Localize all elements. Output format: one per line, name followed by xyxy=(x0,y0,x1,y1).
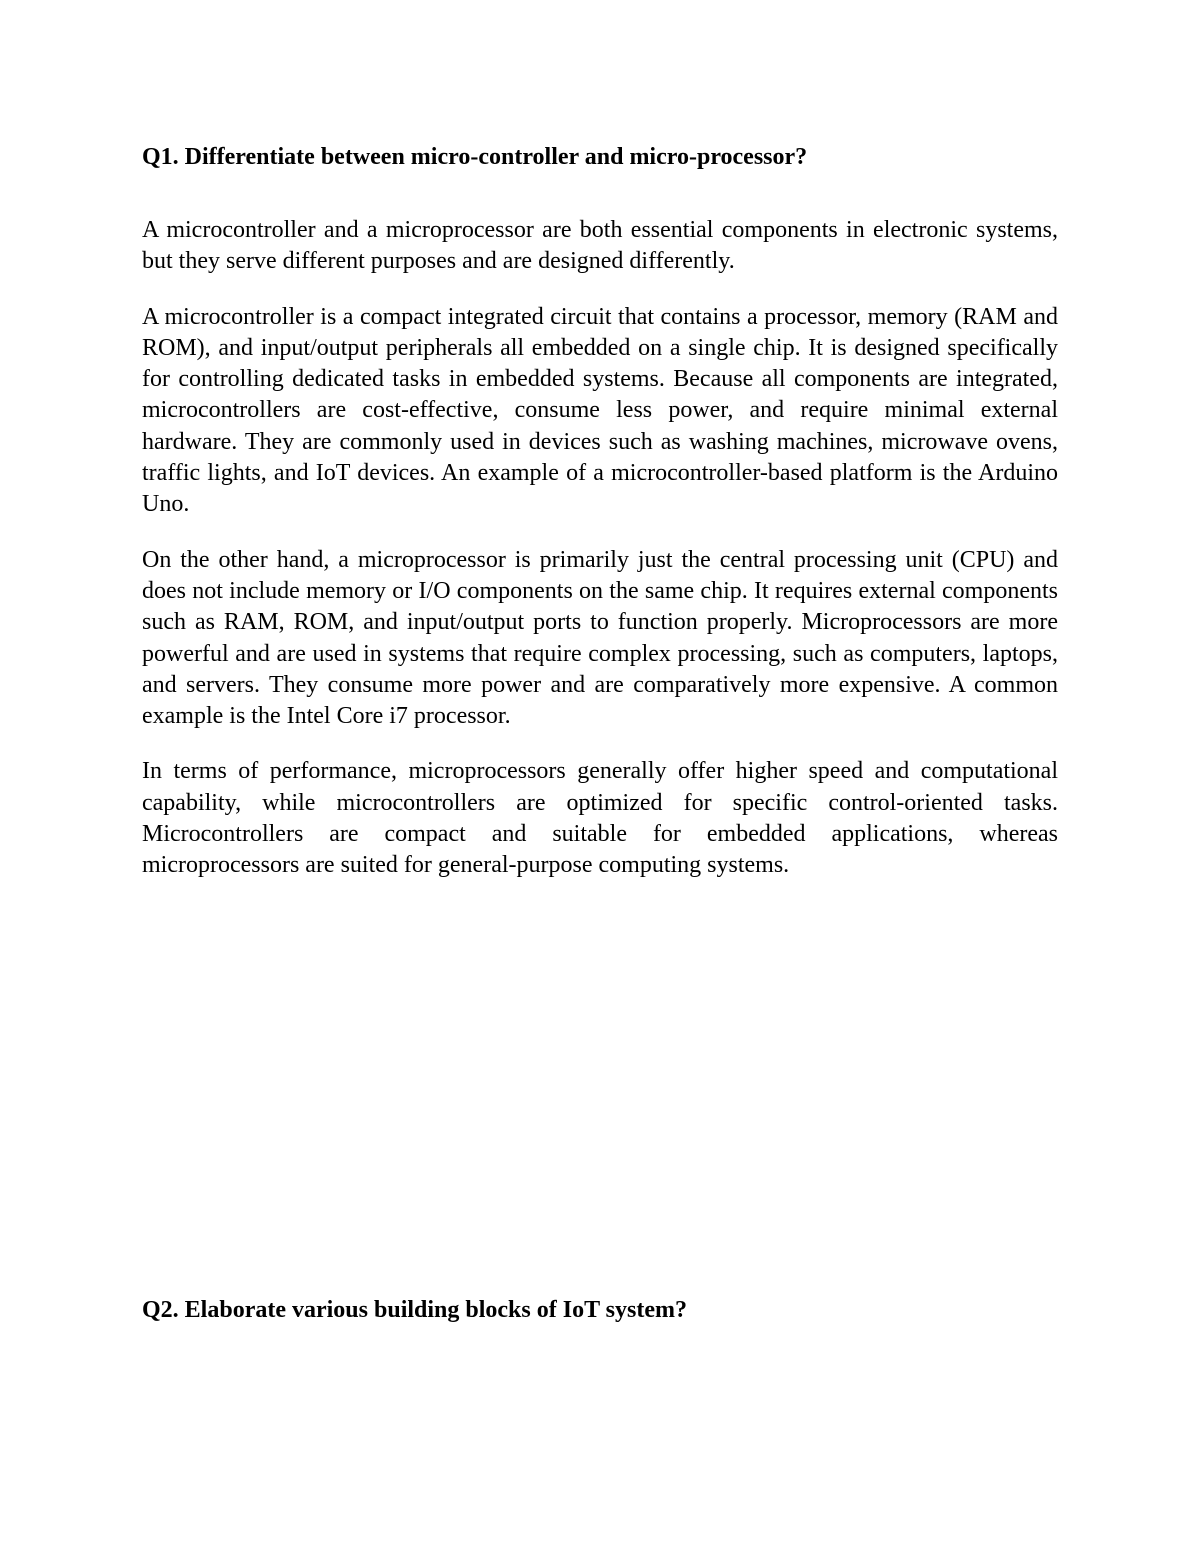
answer-paragraph-performance: In terms of performance, microprocessors generally offer higher speed and computational capability, while microcontrollers are optimized for specific control-oriented tasks. Microcontrollers are compact and suitable for embedded applications, whereas microprocessors are suited for general-purpose computing systems. xyxy=(142,758,1058,879)
question-1-heading: Q1. Differentiate between micro-controller and micro-processor? xyxy=(142,144,808,170)
answer-paragraph-microcontroller: A microcontroller is a compact integrated circuit that contains a processor, memory (RAM and ROM), and input/output peripherals all embedded on a single chip. It is designed specifically for controlling dedicated tasks in embedded systems. Because all components are integrated, microcontrollers are cost-effective, consume less power, and require minimal external hardware. They are commonly used in devices such as washing machines, microwave ovens, traffic lights, and IoT devices. An example of a microcontroller-based platform is the Arduino Uno. xyxy=(142,303,1058,518)
answer-paragraph-microprocessor: On the other hand, a microprocessor is primarily just the central processing unit (CPU) and does not include memory or I/O components on the same chip. It requires external components such as RAM, ROM, and input/output ports to function properly. Microprocessors are more powerful and are used in systems that require complex processing, such as computers, laptops, and servers. They consume more power and are comparatively more expensive. A common example is the Intel Core i7 processor. xyxy=(142,546,1058,730)
answer-paragraph-intro: A microcontroller and a microprocessor are both essential components in electronic systems, but they serve different purposes and are designed differently. xyxy=(142,217,1058,275)
question-1-answer xyxy=(142,215,1058,906)
question-2-heading: Q2. Elaborate various building blocks of IoT system? xyxy=(142,1297,687,1323)
